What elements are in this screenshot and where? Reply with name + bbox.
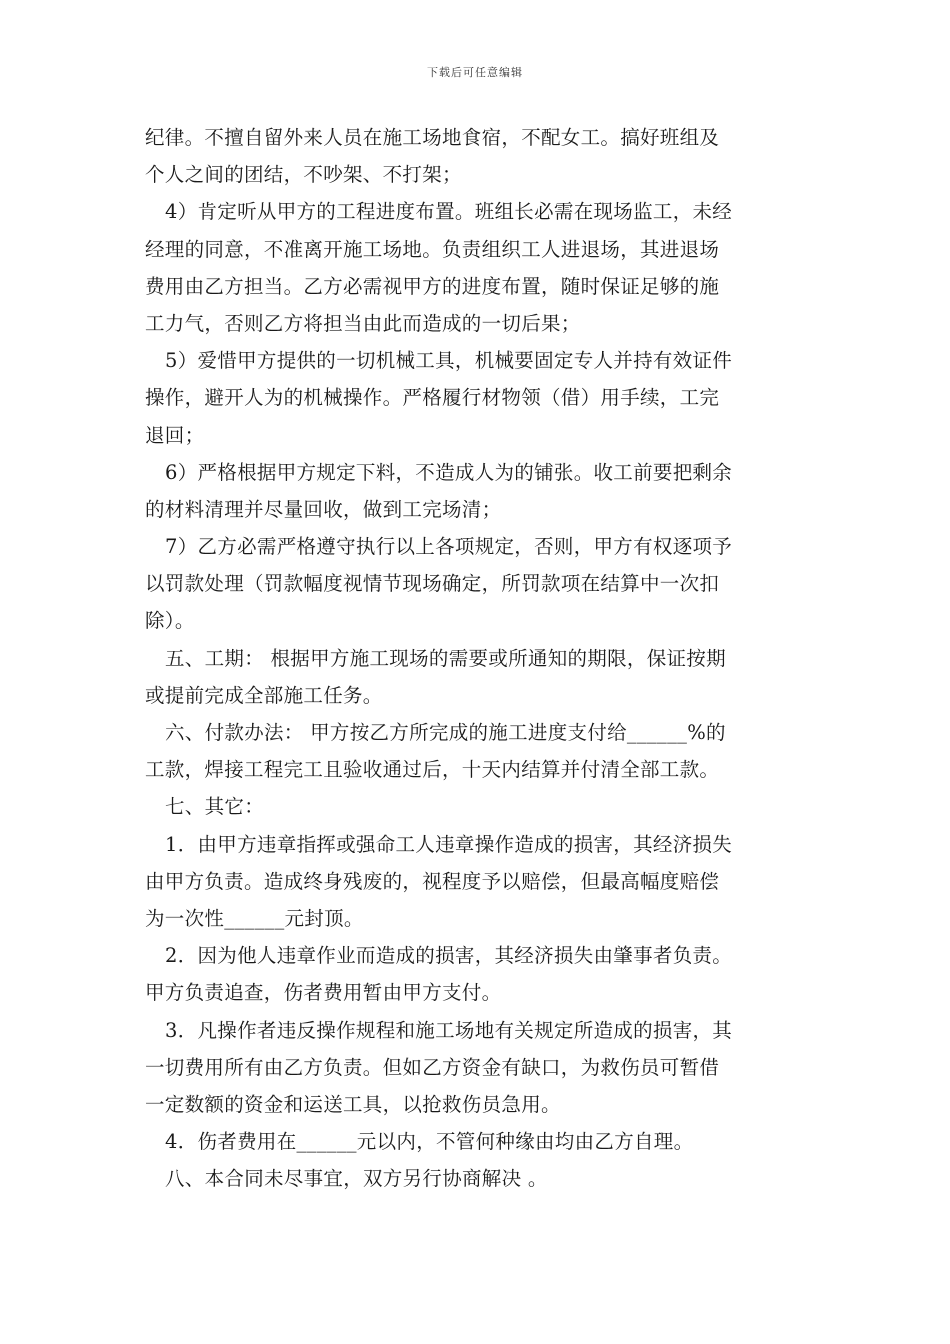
document-body <box>145 119 815 1197</box>
text-line: 个人之间的团结，不吵架、不打架； <box>145 163 462 187</box>
text-line: 7）乙方必需严格遵守执行以上各项规定，否则，甲方有权逐项予 <box>165 535 733 559</box>
text-line: 为一次性______元封顶。 <box>145 906 364 930</box>
text-line: 2．因为他人违章作业而造成的损害，其经济损失由肇事者负责。 <box>165 944 733 968</box>
text-line: 退回； <box>145 423 205 447</box>
text-line: 6）严格根据甲方规定下料，不造成人为的铺张。收工前要把剩余 <box>165 460 733 484</box>
text-line: 八、本合同未尽事宜，双方另行协商解决 。 <box>165 1167 548 1191</box>
text-line: 的材料清理并尽量回收，做到工完场清； <box>145 497 502 521</box>
text-line: 工款，焊接工程完工且验收通过后，十天内结算并付清全部工款。 <box>145 758 720 782</box>
text-line: 4）肯定听从甲方的工程进度布置。班组长必需在现场监工，未经 <box>165 200 733 224</box>
text-line: 或提前完成全部施工任务。 <box>145 683 383 707</box>
text-line: 七、其它： <box>165 795 265 819</box>
text-line: 五、工期： 根据甲方施工现场的需要或所通知的期限，保证按期 <box>165 646 726 670</box>
page-header: 下载后可任意编辑 <box>427 66 523 79</box>
text-line: 一定数额的资金和运送工具，以抢救伤员急用。 <box>145 1092 561 1116</box>
text-line: 由甲方负责。造成终身残废的，视程度予以赔偿，但最高幅度赔偿 <box>145 869 720 893</box>
text-line: 工力气，否则乙方将担当由此而造成的一切后果； <box>145 311 581 335</box>
text-line: 操作，避开人为的机械操作。严格履行材物领（借）用手续，工完 <box>145 386 720 410</box>
text-line: 5）爱惜甲方提供的一切机械工具，机械要固定专人并持有效证件 <box>165 349 733 373</box>
text-line: 经理的同意，不准离开施工场地。负责组织工人进退场，其进退场 <box>145 237 720 261</box>
text-line: 甲方负责追查，伤者费用暂由甲方支付。 <box>145 981 502 1005</box>
text-line: 4．伤者费用在______元以内，不管何种缘由均由乙方自理。 <box>165 1130 694 1154</box>
text-line: 费用由乙方担当。乙方必需视甲方的进度布置，随时保证足够的施 <box>145 274 720 298</box>
text-line: 六、付款办法： 甲方按乙方所完成的施工进度支付给______%的 <box>165 721 726 744</box>
text-line: 1．由甲方违章指挥或强命工人违章操作造成的损害，其经济损失 <box>165 832 733 856</box>
text-line: 一切费用所有由乙方负责。但如乙方资金有缺口，为救伤员可暂借 <box>145 1055 720 1079</box>
text-line: 除）。 <box>145 609 195 633</box>
text-line: 纪律。不擅自留外来人员在施工场地食宿，不配女工。搞好班组及 <box>145 126 720 149</box>
text-line: 以罚款处理（罚款幅度视情节现场确定，所罚款项在结算中一次扣 <box>145 572 720 596</box>
text-line: 3．凡操作者违反操作规程和施工场地有关规定所造成的损害，其 <box>165 1018 733 1042</box>
